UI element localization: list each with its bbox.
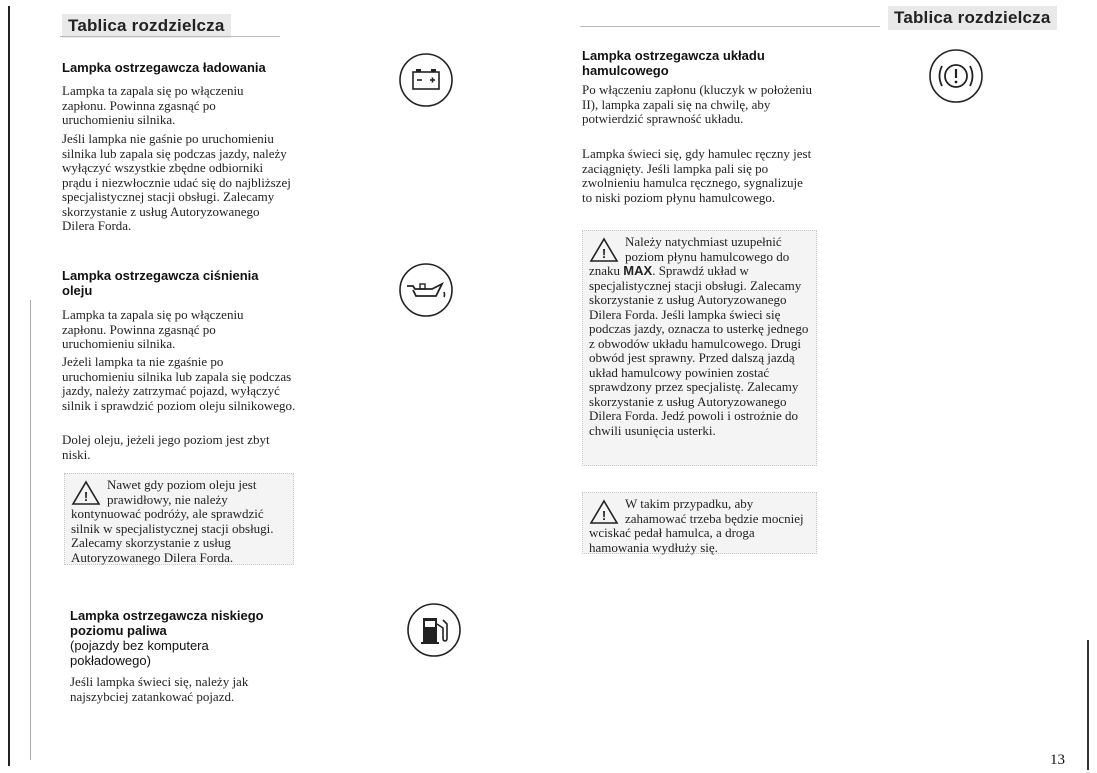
page-binding-shadow: [30, 300, 31, 760]
battery-icon: [398, 52, 454, 108]
brake-warning-text-a: Należy natychmiast uzupełnić poziom płynu hamulcowego do znaku: [589, 234, 790, 278]
warning-triangle-icon: [589, 499, 619, 525]
oil-warning-box: [64, 473, 294, 565]
warning-triangle-icon: [589, 237, 619, 263]
page-right-edge: [1087, 640, 1089, 770]
page-binding-edge: [8, 6, 10, 766]
brake-warning-max: MAX: [623, 263, 653, 278]
brake-paragraph-1: Po włączeniu zapłonu (kluczyk w położeniu II), lampka zapali się na chwilę, aby potwierdzić sprawność układu.: [582, 82, 812, 126]
left-title-rule: [60, 36, 280, 37]
warning-triangle-icon: [71, 480, 101, 506]
fuel-pump-icon: [406, 602, 462, 658]
oil-paragraph-2: Jeżeli lampka ta nie zgaśnie po uruchomieniu silnika lub zapala się podczas jazdy, należy zatrzymać pojazd, wyłączyć silnik i sprawdzić poziom oleju silnikowego.: [62, 354, 296, 413]
right-title-rule: [580, 26, 880, 27]
svg-text:!: !: [601, 508, 607, 523]
charging-paragraph-2: Jeśli lampka nie gaśnie po uruchomieniu silnika lub zapala się podczas jazdy, należy wyłączyć wszystkie zbędne odbiorniki prądu i niezwłocznie udać się do najbliższej specjalistycznej stacji obsługi. Zalecamy skorzystanie z usług Autoryzowanego Dilera Forda.: [62, 131, 291, 233]
charging-paragraph-1: Lampka ta zapala się po włączeniu zapłonu. Powinna zgasnąć po uruchomieniu silnika.: [62, 83, 244, 127]
oil-heading: Lampka ostrzegawcza ciśnienia oleju: [62, 268, 259, 298]
svg-text:!: !: [601, 246, 607, 261]
right-section-title: Tablica rozdzielcza: [888, 6, 1057, 30]
page-number: 13: [1050, 752, 1065, 768]
brake-warning-box-2: [582, 492, 817, 554]
oil-paragraph-3: Dolej oleju, jeżeli jego poziom jest zbyt niski.: [62, 432, 270, 462]
oil-can-icon: [398, 262, 454, 318]
brake-warning-icon: [928, 48, 984, 104]
brake-warning-text-b: . Sprawdź układ w specjalistycznej stacji obsługi. Zalecamy skorzystanie z usług Autoryzowanego Dilera Forda. Jeśli lampka świeci się podczas jazdy, oznacza to usterkę jednego z obwodów układu hamulcowego. Drugi obwód jest sprawny. Przed dalszą jazdą układ hamulcowy powinien zostać sprawdzony przez specjalistę. Zalecamy skorzystanie z usług Autoryzowanego Dilera Forda. Jedź powoli i ostrożnie do chwili usunięcia usterki.: [589, 263, 809, 438]
charging-heading: Lampka ostrzegawcza ładowania: [62, 60, 266, 75]
fuel-subheading: (pojazdy bez komputera pokładowego): [70, 638, 209, 668]
fuel-paragraph-1: Jeśli lampka świeci się, należy jak najszybciej zatankować pojazd.: [70, 674, 249, 704]
fuel-heading: Lampka ostrzegawcza niskiego poziomu paliwa: [70, 608, 264, 638]
svg-text:!: !: [83, 489, 89, 504]
brake-warning-box: [582, 230, 817, 466]
brake-warning-2-text: W takim przypadku, aby zahamować trzeba będzie mocniej wciskać pedał hamulca, a droga hamowania wydłuży się.: [589, 496, 804, 555]
oil-warning-text: Nawet gdy poziom oleju jest prawidłowy, nie należy kontynuować podróży, ale sprawdzić silnik w specjalistycznej stacji obsługi. Zalecamy skorzystanie z usług Autoryzowanego Dilera Forda.: [71, 477, 274, 565]
brake-heading: Lampka ostrzegawcza układu hamulcowego: [582, 48, 765, 78]
left-section-title: Tablica rozdzielcza: [62, 14, 231, 38]
oil-paragraph-1: Lampka ta zapala się po włączeniu zapłonu. Powinna zgasnąć po uruchomieniu silnika.: [62, 307, 244, 351]
brake-paragraph-2: Lampka świeci się, gdy hamulec ręczny jest zaciągnięty. Jeśli lampka pali się po zwolnieniu hamulca ręcznego, sygnalizuje to niski poziom płynu hamulcowego.: [582, 146, 812, 205]
